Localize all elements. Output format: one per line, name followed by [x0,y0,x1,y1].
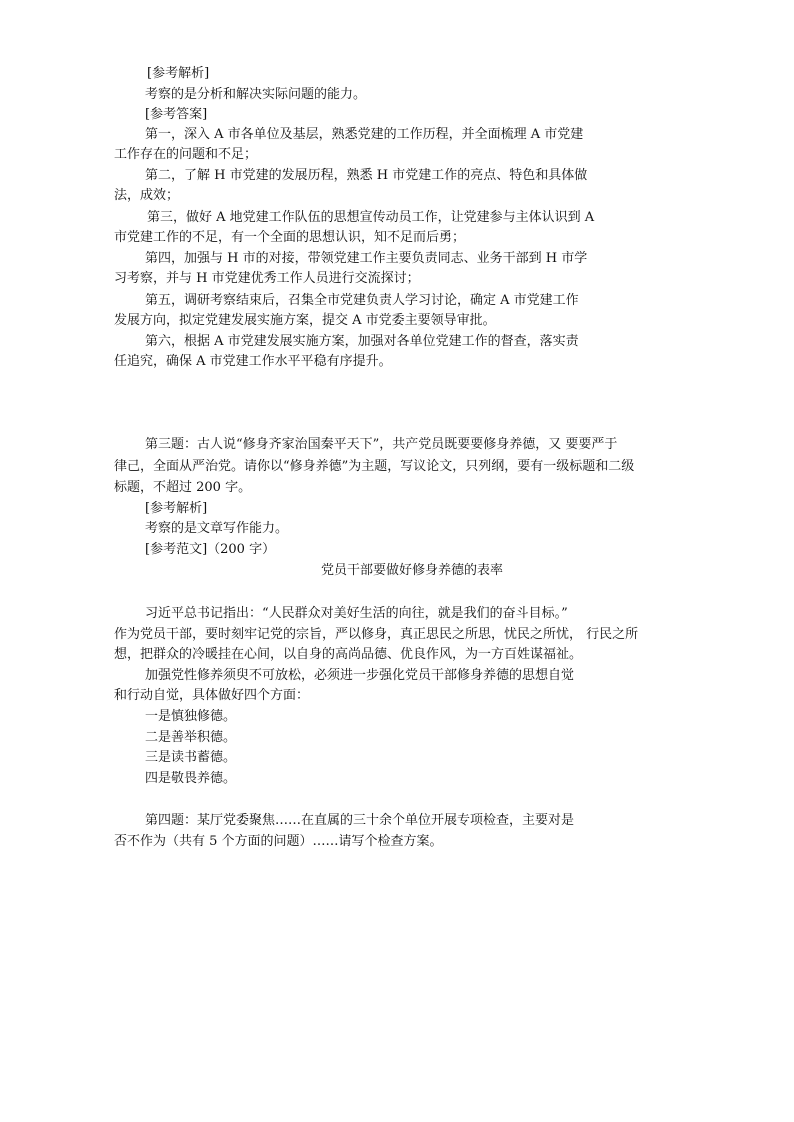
essay-point: 四是敬畏养德。 [145,771,237,786]
analysis-text: 考察的是文章写作能力。 [145,521,289,536]
answer-line: 市党建工作的不足，有一个全面的思想认识，知不足而后勇； [114,230,466,245]
answer-line: 第二，了解 H 市党建的发展历程，熟悉 H 市党建工作的亮点、特色和具体做 [145,168,588,183]
essay-paragraph-line: 想，把群众的冷暖挂在心间，以自身的高尚品德、优良作风，为一方百姓谋福祉。 [114,647,583,662]
answer-line: 第三，做好 A 地党建工作队伍的思想宣传动员工作，让党建参与主体认识到 A [147,210,595,225]
essay-paragraph-line: 加强党性修养须臾不可放松，必须进一步强化党员干部修身养德的思想自觉 [145,668,575,683]
answer-label: [参考答案] [145,107,208,122]
question-line: 律己，全面从严治党。请你以“修身养德”为主题，写议论文，只列纲，要有一级标题和二级 [114,459,635,474]
answer-line: 工作存在的问题和不足； [114,147,258,162]
question-line: 第三题：古人说“修身齐家治国秦平天下”，共产党员既要要修身养德，又 要要严于 [145,437,618,452]
question-line: 标题，不超过 200 字。 [114,480,252,495]
answer-line: 发展方向，拟定党建发展实施方案，提交 A 市党委主要领导审批。 [114,313,496,328]
essay-paragraph-line: 习近平总书记指出：“人民群众对美好生活的向往，就是我们的奋斗目标。” [145,606,568,621]
answer-line: 习考察，并与 H 市党建优秀工作人员进行交流探讨； [114,271,420,286]
question-line: 否不作为（共有 5 个方面的问题）……请写个检查方案。 [114,834,443,849]
answer-line: 第一，深入 A 市各单位及基层，熟悉党建的工作历程，并全面梳理 A 市党建 [145,127,584,142]
question-line: 第四题：某厅党委聚焦……在直属的三十余个单位开展专项检查，主要对是 [145,813,575,828]
essay-label: [参考范文]（200 字） [145,542,276,557]
essay-point: 三是读书蓄德。 [145,750,237,765]
analysis-label: [参考解析] [145,501,208,516]
answer-line: 第六，根据 A 市党建发展实施方案，加强对各单位党建工作的督查，落实责 [145,334,579,349]
answer-line: 法，成效； [114,188,180,203]
essay-point: 二是善举积德。 [145,730,237,745]
analysis-label: [参考解析] [147,66,210,81]
essay-title: 党员干部要做好修身养德的表率 [320,563,503,578]
essay-point: 一是慎独修德。 [145,709,237,724]
answer-line: 第五，调研考察结束后，召集全市党建负责人学习讨论，确定 A 市党建工作 [145,293,579,308]
essay-paragraph-line: 和行动自觉，具体做好四个方面： [114,688,310,703]
essay-paragraph-line: 作为党员干部，要时刻牢记党的宗旨，严以修身，真正思民之所思，忧民之所忧， 行民之所 [114,627,639,642]
answer-line: 任追究，确保 A 市党建工作水平平稳有序提升。 [114,354,392,369]
analysis-text: 考察的是分析和解决实际问题的能力。 [145,87,367,102]
answer-line: 第四，加强与 H 市的对接，带领党建工作主要负责同志、业务干部到 H 市学 [145,251,588,266]
